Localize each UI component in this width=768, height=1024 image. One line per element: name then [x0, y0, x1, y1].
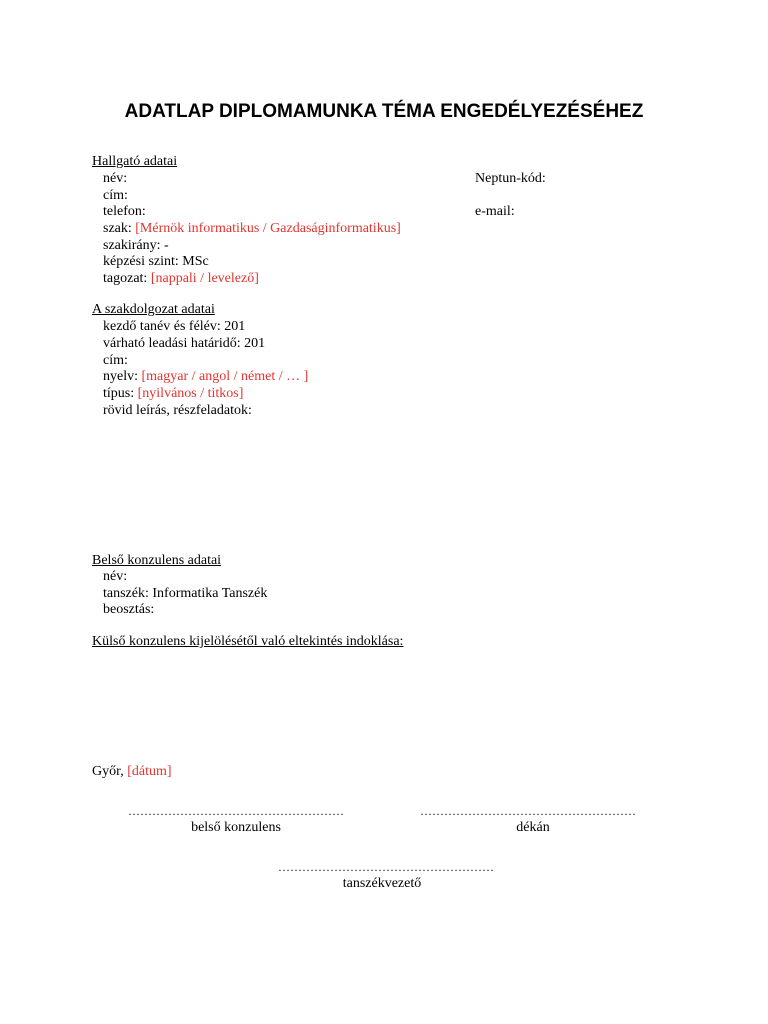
thesis-type-value: [nyilvános / titkos] — [137, 386, 244, 401]
student-phone-label: telefon: — [103, 204, 146, 219]
student-address-label: cím: — [103, 188, 128, 203]
department-head-signature-line: ……………………………………………… — [278, 860, 494, 874]
thesis-section-heading: A szakdolgozat adatai — [92, 302, 215, 317]
thesis-title-label: cím: — [103, 353, 128, 368]
document-title: ADATLAP DIPLOMAMUNKA TÉMA ENGEDÉLYEZÉSÉHEZ — [124, 101, 644, 122]
student-major-value: [Mérnök informatikus / Gazdaságinformatikus] — [135, 221, 401, 236]
dean-signature-line: ……………………………………………… — [420, 804, 636, 818]
student-email-label: e-mail: — [475, 204, 515, 219]
student-mode-row — [103, 270, 259, 287]
student-mode-label: tagozat: — [103, 271, 148, 286]
thesis-language-row — [103, 368, 308, 385]
date-value: [dátum] — [127, 764, 172, 779]
internal-consultant-signature-label: belső konzulens — [191, 820, 281, 835]
student-major-row — [103, 220, 401, 237]
place-date-row — [92, 763, 172, 780]
internal-consultant-signature-line: ……………………………………………… — [128, 804, 344, 818]
internal-consultant-heading: Belső konzulens adatai — [92, 553, 222, 568]
internal-consultant-department: tanszék: Informatika Tanszék — [103, 586, 268, 601]
dean-signature-label: dékán — [516, 820, 550, 835]
student-specialization: szakirány: - — [103, 238, 169, 253]
student-major-label: szak: — [103, 221, 132, 236]
place-label: Győr, — [92, 764, 124, 779]
internal-consultant-name-label: név: — [103, 569, 128, 584]
thesis-description-label: rövid leírás, részfeladatok: — [103, 403, 252, 418]
thesis-type-label: típus: — [103, 386, 135, 401]
external-consultant-heading: Külső konzulens kijelölésétől való eltekintés indoklása: — [92, 634, 404, 649]
thesis-language-label: nyelv: — [103, 369, 138, 384]
thesis-start-term: kezdő tanév és félév: 201 — [103, 319, 246, 334]
internal-consultant-position-label: beosztás: — [103, 602, 155, 617]
student-mode-value: [nappali / levelező] — [150, 271, 259, 286]
student-level: képzési szint: MSc — [103, 254, 209, 269]
student-name-label: név: — [103, 171, 128, 186]
thesis-language-value: [magyar / angol / német / … ] — [141, 369, 309, 384]
neptun-code-label: Neptun-kód: — [475, 171, 546, 186]
thesis-deadline: várható leadási határidő: 201 — [103, 336, 266, 351]
department-head-signature-label: tanszékvezető — [342, 876, 422, 891]
student-section-heading: Hallgató adatai — [92, 154, 178, 169]
thesis-type-row — [103, 385, 243, 402]
